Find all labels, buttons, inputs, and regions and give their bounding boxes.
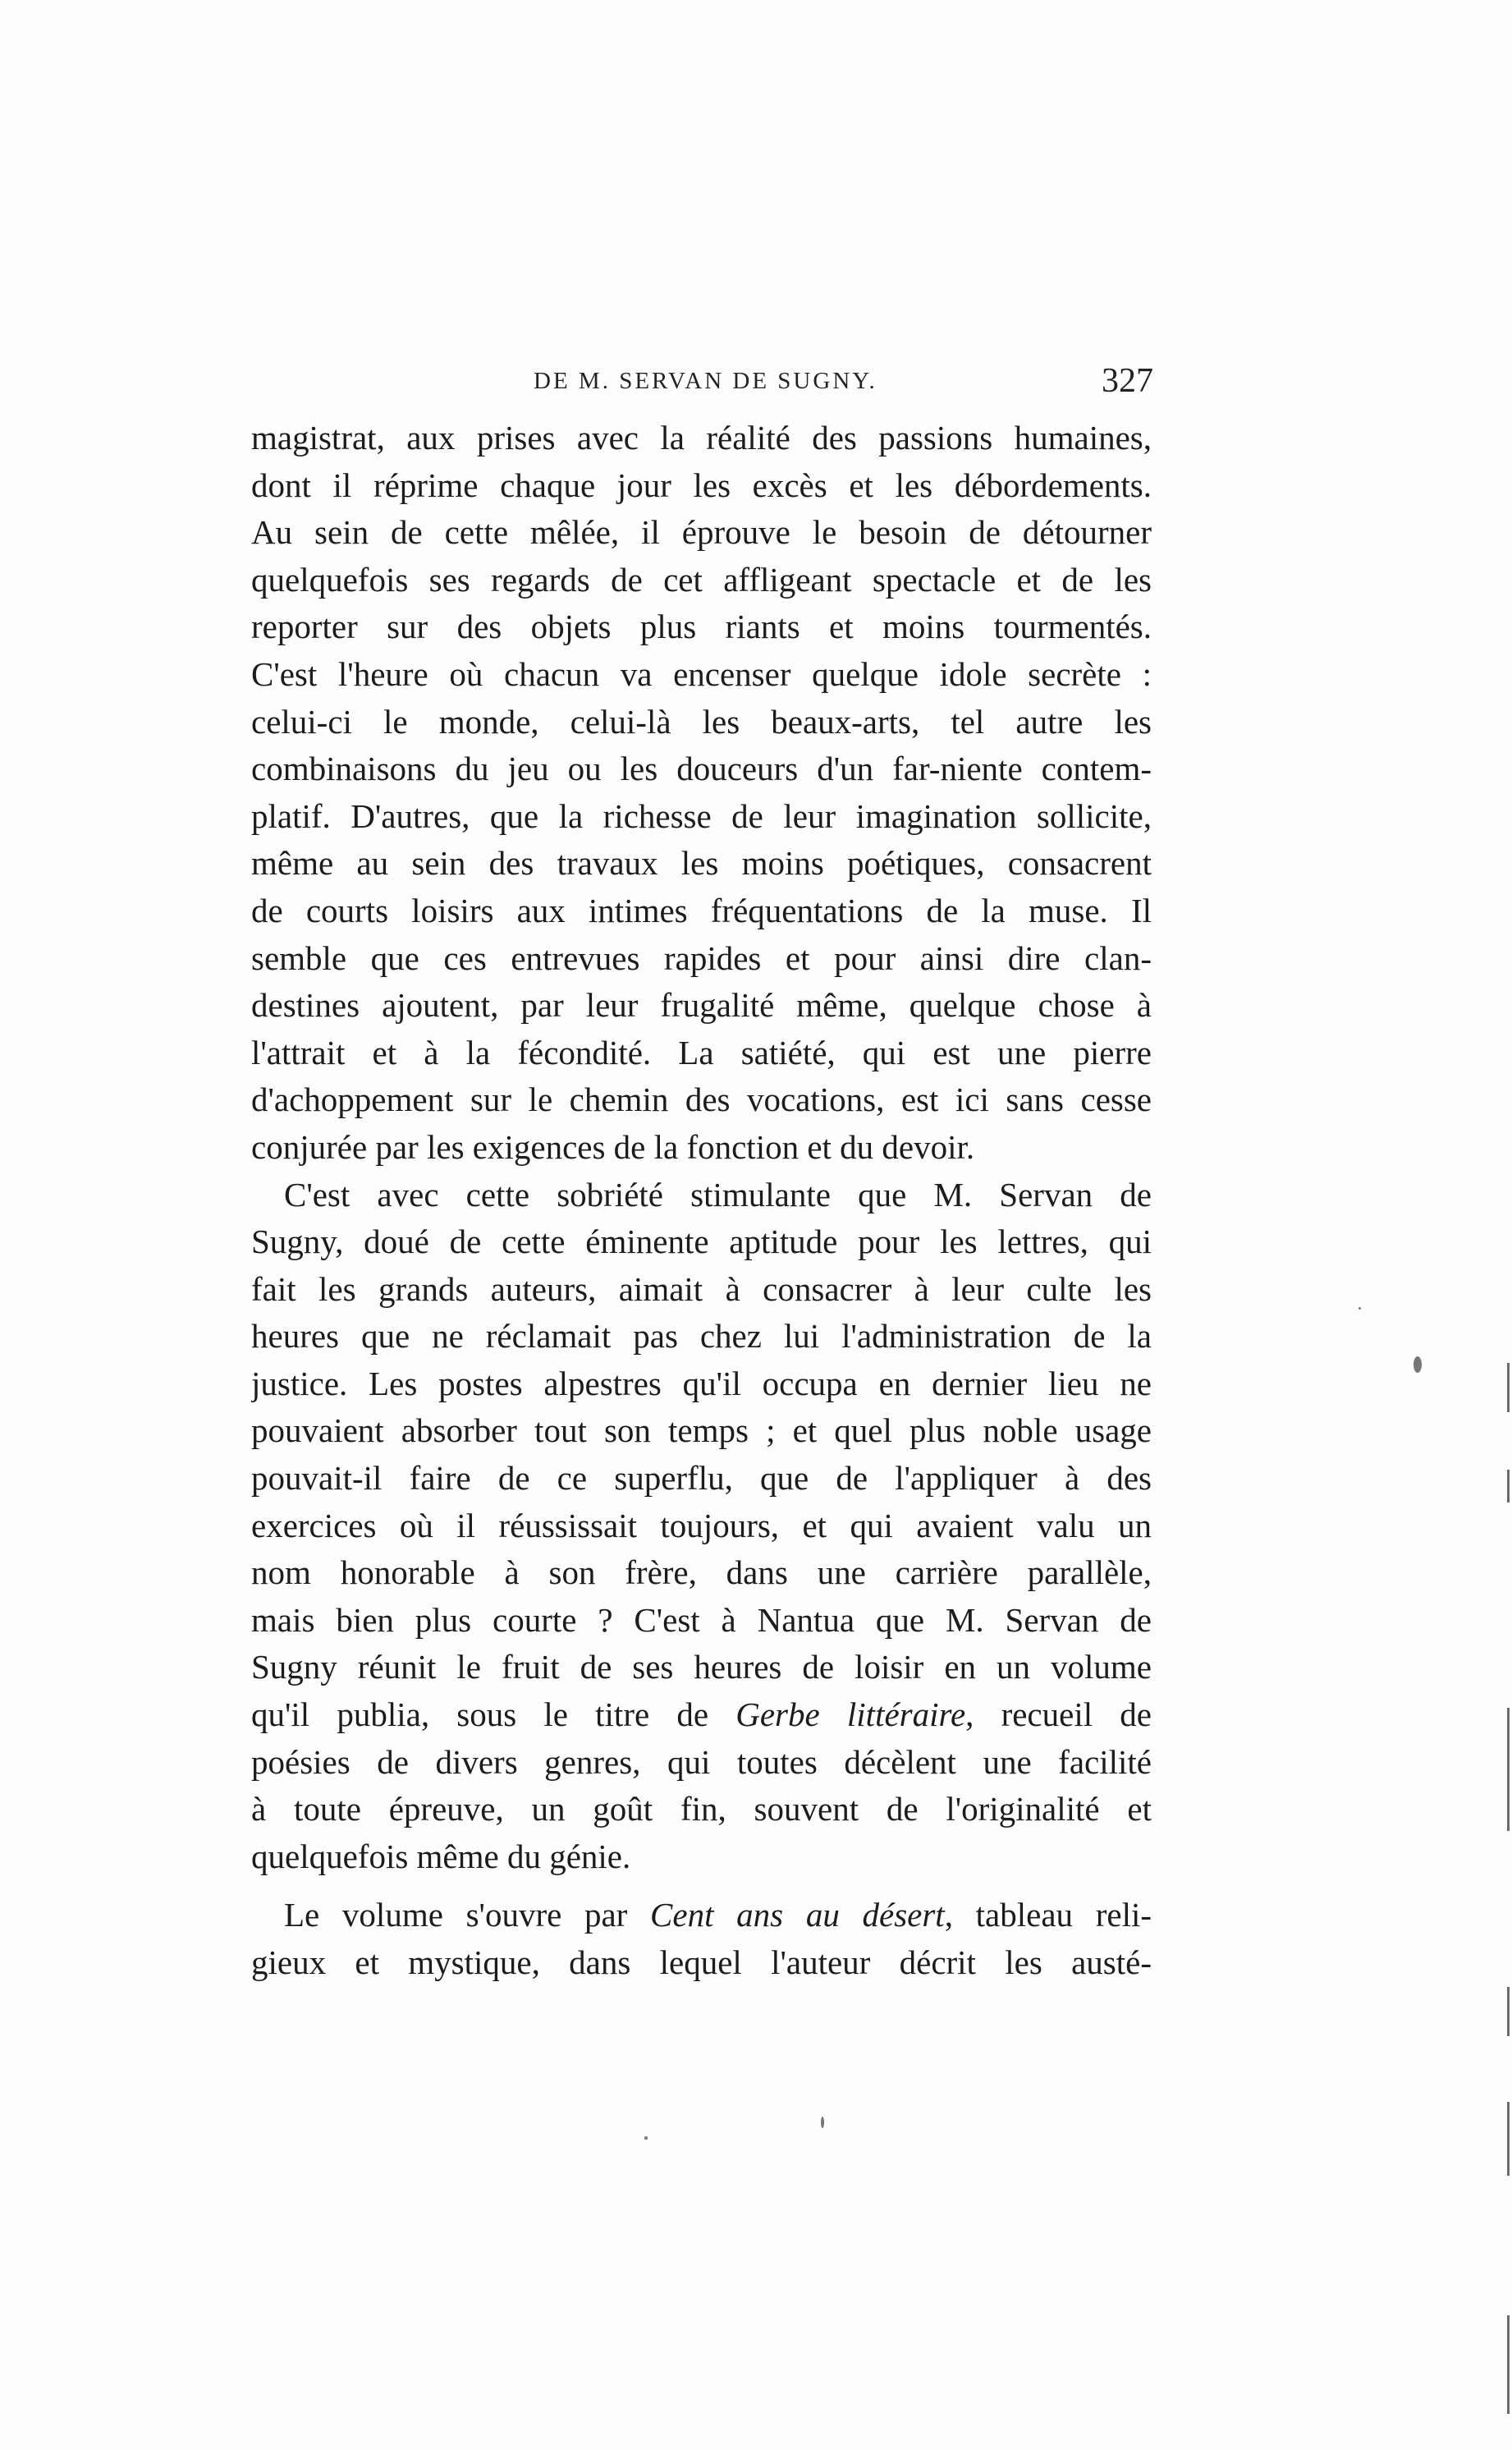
- text-line: mais bien plus courte ? C'est à Nantua que M. Servan de: [251, 1600, 1152, 1639]
- text-line: quelquefois ses regards de cet affligeant spectacle et de les: [251, 560, 1152, 599]
- text-run: qu'il publia, sous le titre de: [251, 1695, 709, 1734]
- scan-speck: [821, 2117, 824, 2128]
- text-line: même au sein des travaux les moins poétiques, consacrent: [251, 844, 1152, 883]
- text-line: destines ajoutent, par leur frugalité même, quelque chose à: [251, 986, 1152, 1025]
- text-run: , tableau reli-: [944, 1896, 1152, 1934]
- text-line: conjurée par les exigences de la fonction et du devoir.: [251, 1127, 975, 1166]
- text-line: pouvaient absorber tout son temps ; et quel plus noble usage: [251, 1411, 1152, 1450]
- text-line: nom honorable à son frère, dans une carrière parallèle,: [251, 1553, 1152, 1592]
- scan-edge-mark: [1507, 1987, 1510, 2036]
- text-line: l'attrait et à la fécondité. La satiété, qui est une pierre: [251, 1033, 1152, 1071]
- poem-title-cent-ans: Cent ans au désert: [650, 1896, 945, 1934]
- text-line: Sugny réunit le fruit de ses heures de loisir en un volume: [251, 1648, 1152, 1686]
- scan-edge-mark: [1507, 2102, 1510, 2176]
- text-run: Le volume s'ouvre par: [284, 1896, 628, 1934]
- text-line: C'est l'heure où chacun va encenser quelque idole secrète :: [251, 654, 1152, 693]
- scan-edge-mark: [1507, 2315, 1510, 2414]
- paragraph-gap: [251, 1880, 1152, 1892]
- text-line: de courts loisirs aux intimes fréquentations de la muse. Il: [251, 891, 1152, 929]
- text-line: semble que ces entrevues rapides et pour ainsi dire clan-: [251, 938, 1152, 977]
- text-line: combinaisons du jeu ou les douceurs d'un far-niente contem-: [251, 750, 1152, 788]
- running-head: [250, 361, 1153, 411]
- text-line: C'est avec cette sobriété stimulante que M. Servan de: [284, 1175, 1152, 1214]
- body-text: [251, 415, 1152, 1987]
- text-line: Sugny, doué de cette éminente aptitude pour les lettres, qui: [251, 1223, 1152, 1261]
- text-line: dont il réprime chaque jour les excès et les débordements.: [251, 466, 1152, 504]
- text-line: celui-ci le monde, celui-là les beaux-arts, tel autre les: [251, 702, 1152, 741]
- text-line: platif. D'autres, que la richesse de leur imagination sollicite,: [251, 796, 1152, 835]
- scan-edge-mark: [1507, 1470, 1510, 1503]
- text-line: [251, 1892, 1152, 1939]
- scan-edge-mark: [1507, 1708, 1510, 1831]
- text-line: pouvait-il faire de ce superflu, que de l'appliquer à des: [251, 1459, 1152, 1498]
- text-line: quelquefois même du génie.: [251, 1837, 631, 1875]
- text-line: exercices où il réussissait toujours, et qui avaient valu un: [251, 1506, 1152, 1544]
- text-line: fait les grands auteurs, aimait à consacrer à leur culte les: [251, 1269, 1152, 1308]
- text-line: magistrat, aux prises avec la réalité des passions humaines,: [251, 419, 1152, 457]
- scan-edge-mark: [1507, 1363, 1510, 1412]
- text-line: poésies de divers genres, qui toutes décèlent une facilité: [251, 1742, 1152, 1781]
- book-title-gerbe: Gerbe littéraire: [735, 1695, 966, 1734]
- text-line: [251, 1691, 1152, 1739]
- text-line: Au sein de cette mêlée, il éprouve le besoin de détourner: [251, 513, 1152, 552]
- scan-speck: [1359, 1307, 1361, 1310]
- text-line: reporter sur des objets plus riants et moins tourmentés.: [251, 608, 1152, 646]
- text-line: justice. Les postes alpestres qu'il occupa en dernier lieu ne: [251, 1364, 1152, 1402]
- text-line: heures que ne réclamait pas chez lui l'administration de la: [251, 1317, 1152, 1356]
- text-run: , recueil de: [965, 1695, 1152, 1734]
- scan-speck: [644, 2136, 648, 2140]
- running-title: DE M. SERVAN DE SUGNY.: [534, 368, 877, 394]
- scan-speck: [1413, 1356, 1422, 1373]
- text-line: à toute épreuve, un goût fin, souvent de l'originalité et: [251, 1790, 1152, 1828]
- page-number: 327: [1102, 362, 1153, 400]
- text-line: gieux et mystique, dans lequel l'auteur décrit les austé-: [251, 1943, 1152, 1981]
- text-line: d'achoppement sur le chemin des vocations, est ici sans cesse: [251, 1080, 1152, 1119]
